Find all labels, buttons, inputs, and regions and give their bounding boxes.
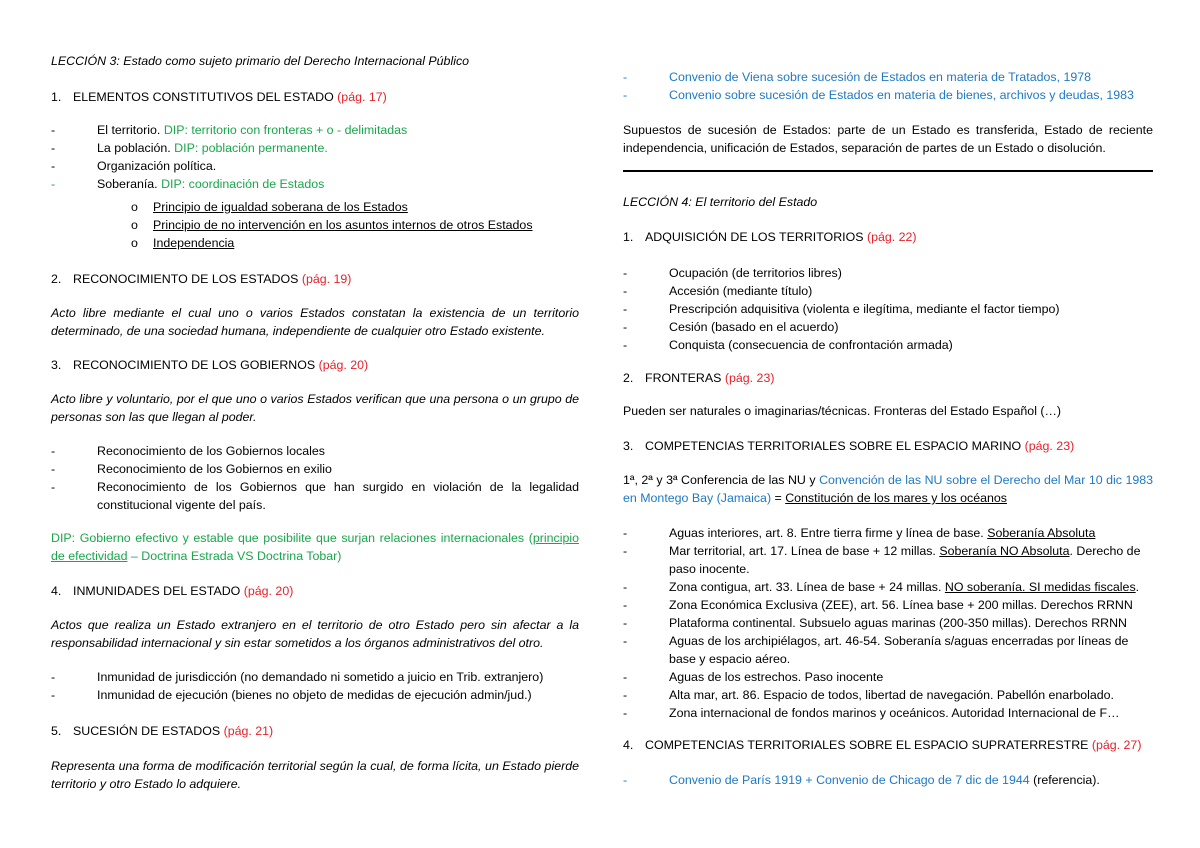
item-label: Ocupación: [669, 266, 729, 280]
page-ref: (pág. 19): [301, 272, 352, 286]
section-2-paragraph: Acto libre mediante el cual uno o varios Estados constatan la existencia de un territorio determinado, de una sociedad humana, independiente de cualquier otro Estado existente.: [51, 306, 579, 338]
list-item: [623, 704, 1153, 722]
page-ref: (pág. 21): [223, 724, 274, 738]
r-section-1-heading: [623, 228, 1175, 246]
section-3-heading: [51, 356, 601, 374]
section-1-heading: [51, 88, 601, 106]
lesson-4-title: LECCIÓN 4: El territorio del Estado: [623, 195, 818, 209]
item-note: DIP: población permanente.: [174, 141, 328, 155]
airspace-conventions: Convenio de París 1919 + Convenio de Chicago de 7 dic de 1944: [669, 773, 1030, 787]
list-item: [51, 121, 579, 139]
convention-text: Convenio sobre sucesión de Estados en materia de bienes, archivos y deudas, 1983: [669, 88, 1134, 102]
section-title: COMPETENCIAS TERRITORIALES SOBRE EL ESPACIO MARINO: [645, 439, 1022, 453]
r-section-4-heading: [623, 736, 1175, 754]
section-3-paragraph: Acto libre y voluntario, por el que uno o varios Estados verifican que una persona o un grupo de personas son las que llegan al poder.: [51, 392, 579, 424]
montego-bay-convention: Convención de las NU sobre el Derecho del Mar 10 dic 1983 en Montego Bay (Jamaica): [623, 473, 1154, 505]
item-label: La población.: [97, 141, 171, 155]
item-note: DIP: territorio con fronteras + o - delimitadas: [163, 123, 408, 137]
dip-note-principle: principio de efectividad: [51, 531, 579, 563]
list-item: [51, 175, 579, 193]
list-item: [623, 300, 1153, 318]
item-text: Reconocimiento de los Gobiernos que han surgido en violación de la legalidad constitucional vigente del país.: [97, 480, 579, 512]
list-item: [51, 139, 579, 157]
dash-marker: -: [623, 88, 628, 102]
section-divider: [623, 170, 1153, 172]
dash-marker: -: [623, 70, 628, 84]
dash-marker: -: [623, 598, 628, 612]
list-item: [623, 336, 1153, 354]
dash-marker: -: [51, 688, 56, 702]
dash-marker: -: [623, 580, 628, 594]
item-note: (consecuencia de confrontación armada): [724, 338, 953, 352]
list-item: [623, 264, 1153, 282]
list-item: [51, 668, 579, 686]
dash-marker: -: [623, 670, 628, 684]
zone-text: Aguas de los archipiélagos, art. 46-54. Soberanía s/aguas encerradas por líneas de base y espacio aéreo.: [669, 634, 1129, 666]
list-item: [623, 578, 1153, 596]
page-ref: (pág. 17): [337, 90, 387, 104]
sub-list-item: [51, 198, 579, 216]
elements-list: [51, 121, 579, 193]
acquisition-list: [623, 264, 1153, 354]
item-label: Organización política.: [97, 159, 217, 173]
sub-list-item: [51, 234, 579, 252]
section-number: 1.: [623, 230, 634, 244]
marine-intro-text: 1ª, 2ª y 3ª Conferencia de las NU y: [623, 473, 820, 487]
dash-marker: -: [51, 159, 56, 173]
page-ref: (pág. 23): [1024, 439, 1075, 453]
item-note: (mediante título): [719, 284, 813, 298]
page-ref: (pág. 20): [243, 584, 294, 598]
conventions-list: [623, 68, 1153, 104]
item-note: (no demandado ni sometido a juicio en Trib. extranjero): [236, 670, 544, 684]
zone-text: Aguas de los estrechos. Paso inocente: [669, 670, 884, 684]
section-5-heading: [51, 722, 601, 740]
item-note: DIP: coordinación de Estados: [161, 177, 325, 191]
item-label: Inmunidad de jurisdicción: [97, 670, 237, 684]
list-item: [51, 478, 579, 514]
item-label: Soberanía.: [97, 177, 158, 191]
list-item: [623, 542, 1153, 578]
zone-text: Mar territorial, art. 17. Línea de base + 12 millas.: [669, 544, 940, 558]
dash-marker: -: [623, 706, 628, 720]
item-text: Principio de igualdad soberana de los Estados: [153, 200, 408, 214]
list-item: [623, 614, 1153, 632]
item-label: Conquista: [669, 338, 725, 352]
list-item: [51, 686, 579, 704]
list-item: [623, 282, 1153, 300]
immunities-list: [51, 668, 579, 704]
page-ref: (pág. 22): [866, 230, 917, 244]
zone-status: NO soberanía. SI medidas fiscales: [944, 580, 1136, 594]
dash-marker: -: [51, 177, 56, 191]
list-item: [623, 318, 1153, 336]
section-title: INMUNIDADES DEL ESTADO: [73, 584, 241, 598]
zone-status: Soberanía Absoluta: [987, 526, 1096, 540]
succession-cases: Supuestos de sucesión de Estados: parte de un Estado es transferida, Estado de reciente independencia, unificación de Estados, separación de partes de un Estado o disolución.: [623, 123, 1153, 155]
zone-text: Plataforma continental. Subsuelo aguas marinas (200-350 millas). Derechos RRNN: [669, 616, 1127, 630]
zone-tail: . Derecho de paso inocente.: [669, 544, 1141, 576]
zone-text: Zona Económica Exclusiva (ZEE), art. 56. Línea base + 200 millas. Derechos RRNN: [669, 598, 1133, 612]
list-item: [51, 157, 579, 175]
bullet-marker: o: [131, 200, 138, 214]
zone-tail: .: [1135, 580, 1140, 594]
zone-text: Zona internacional de fondos marinos y oceánicos. Autoridad Internacional de F…: [669, 706, 1120, 720]
marine-intro-equals: =: [771, 491, 786, 505]
section-title: COMPETENCIAS TERRITORIALES SOBRE EL ESPACIO SUPRATERRESTRE: [645, 738, 1089, 752]
dash-marker: -: [623, 544, 628, 558]
item-label: El territorio.: [97, 123, 161, 137]
frontiers-text: Pueden ser naturales o imaginarias/técnicas. Fronteras del Estado Español (…): [623, 404, 1062, 418]
section-number: 3.: [623, 439, 634, 453]
item-note: (violenta e ilegítima, mediante el factor tiempo): [799, 302, 1060, 316]
item-label: Cesión: [669, 320, 708, 334]
marine-zones-list: [623, 524, 1153, 722]
section-5-paragraph: Representa una forma de modificación territorial según la cual, de forma lícita, un Estado pierde territorio y otro Estado lo adquiere.: [51, 759, 579, 791]
dip-note-text: DIP: Gobierno efectivo y estable que posibilite que surjan relaciones internacionales (: [51, 531, 533, 545]
list-item: [623, 86, 1153, 104]
marine-intro: [623, 471, 1153, 507]
dash-marker: -: [51, 123, 56, 137]
list-item: [623, 524, 1153, 542]
list-item: [51, 442, 579, 460]
section-title: RECONOCIMIENTO DE LOS ESTADOS: [73, 272, 299, 286]
dash-marker: -: [51, 141, 56, 155]
section-number: 3.: [51, 358, 62, 372]
list-item: [623, 68, 1153, 86]
section-number: 2.: [51, 272, 62, 286]
section-title: SUCESIÓN DE ESTADOS: [73, 724, 221, 738]
dash-marker: -: [623, 616, 628, 630]
item-text: Reconocimiento de los Gobiernos locales: [97, 444, 325, 458]
section-title: ADQUISICIÓN DE LOS TERRITORIOS: [645, 230, 864, 244]
dash-marker: -: [51, 462, 56, 476]
dash-marker: -: [623, 320, 628, 334]
sub-list-item: [51, 216, 579, 234]
page-ref: (pág. 20): [318, 358, 369, 372]
dip-note-doctrines: – Doctrina Estrada VS Doctrina Tobar): [127, 549, 342, 563]
list-item: [623, 596, 1153, 614]
section-number: 5.: [51, 724, 62, 738]
section-title: ELEMENTOS CONSTITUTIVOS DEL ESTADO: [73, 90, 334, 104]
zone-text: Aguas interiores, art. 8. Entre tierra firme y línea de base.: [669, 526, 988, 540]
dash-marker: -: [623, 688, 628, 702]
section-2-heading: [51, 270, 601, 288]
section-number: 1.: [51, 90, 62, 104]
airspace-item: [623, 771, 1199, 789]
item-text: Independencia: [153, 236, 235, 250]
zone-text: Alta mar, art. 86. Espacio de todos, libertad de navegación. Pabellón enarbolado.: [669, 688, 1114, 702]
dash-marker: -: [51, 480, 56, 494]
dash-marker: -: [623, 338, 628, 352]
item-note: (de territorios libres): [728, 266, 842, 280]
section-title: FRONTERAS: [645, 371, 722, 385]
item-label: Inmunidad de ejecución: [97, 688, 228, 702]
r-section-2-heading: [623, 369, 1175, 387]
page-ref: (pág. 23): [724, 371, 775, 385]
list-item: [51, 460, 579, 478]
airspace-reference: (referencia).: [1029, 773, 1100, 787]
section-4-heading: [51, 582, 601, 600]
governments-list: [51, 442, 579, 514]
lesson-3-title: LECCIÓN 3: Estado como sujeto primario del Derecho Internacional Público: [51, 54, 470, 68]
dash-marker: -: [51, 670, 56, 684]
item-text: Reconocimiento de los Gobiernos en exilio: [97, 462, 332, 476]
item-note: (bienes no objeto de medidas de ejecución admin/jud.): [227, 688, 532, 702]
item-label: Accesión: [669, 284, 720, 298]
list-item: [623, 632, 1153, 668]
section-number: 4.: [51, 584, 62, 598]
zone-status: Soberanía NO Absoluta: [939, 544, 1070, 558]
dash-marker: -: [623, 284, 628, 298]
r-section-3-heading: [623, 437, 1175, 455]
dash-marker: -: [623, 526, 628, 540]
dash-marker: -: [623, 266, 628, 280]
item-text: Principio de no intervención en los asuntos internos de otros Estados: [153, 218, 533, 232]
convention-text: Convenio de Viena sobre sucesión de Estados en materia de Tratados, 1978: [669, 70, 1092, 84]
marine-intro-constitution: Constitución de los mares y los océanos: [785, 491, 1007, 505]
dip-note: [51, 529, 579, 565]
sovereignty-sublist: [51, 198, 579, 252]
dash-marker: -: [623, 302, 628, 316]
bullet-marker: o: [131, 236, 138, 250]
section-title: RECONOCIMIENTO DE LOS GOBIERNOS: [73, 358, 316, 372]
item-note: (basado en el acuerdo): [707, 320, 839, 334]
section-number: 4.: [623, 738, 634, 752]
section-4-paragraph: Actos que realiza un Estado extranjero en el territorio de otro Estado pero sin afectar a la responsabilidad internacional y sin estar sometidos a los órganos administrativos del otro.: [51, 618, 579, 650]
dash-marker: -: [51, 444, 56, 458]
page-ref: (pág. 27): [1091, 738, 1142, 752]
dash-marker: -: [623, 634, 628, 648]
dash-marker: -: [623, 773, 628, 787]
list-item: [623, 668, 1153, 686]
list-item: [623, 686, 1153, 704]
bullet-marker: o: [131, 218, 138, 232]
zone-text: Zona contigua, art. 33. Línea de base + 24 millas.: [669, 580, 945, 594]
section-number: 2.: [623, 371, 634, 385]
item-label: Prescripción adquisitiva: [669, 302, 800, 316]
